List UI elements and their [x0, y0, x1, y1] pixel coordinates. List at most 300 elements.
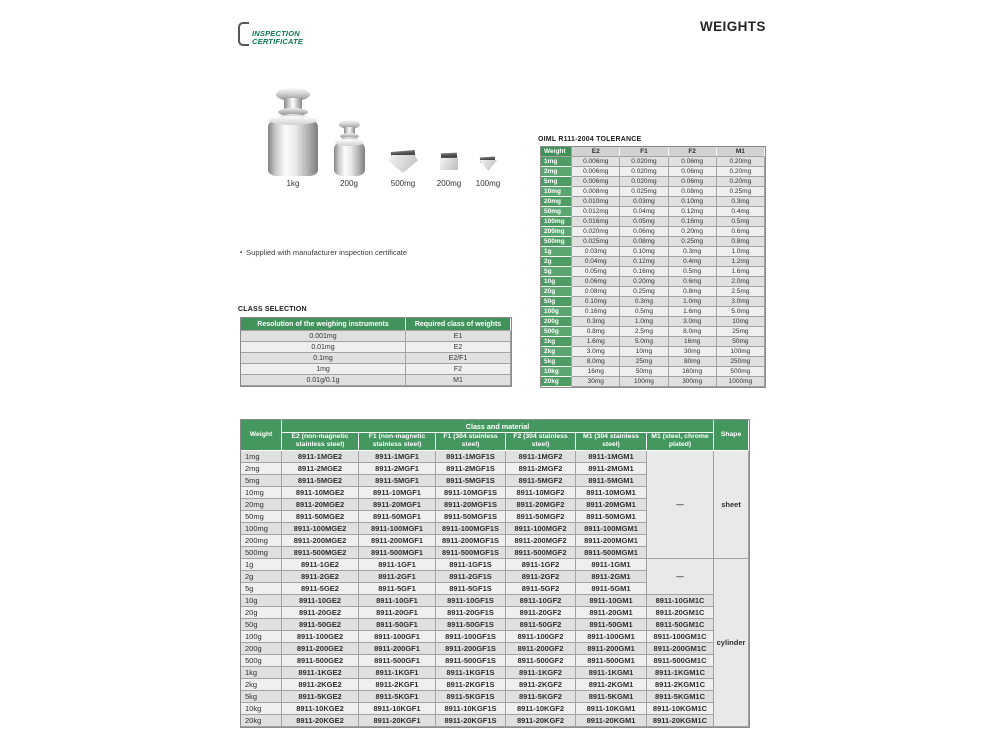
table-cell: 1.6mg [717, 267, 765, 277]
table-row [541, 377, 765, 387]
column-header: M1 [717, 147, 765, 157]
part-number-cell: 8911-2KGM1C [647, 679, 714, 691]
table-row [241, 364, 511, 375]
part-number-cell: 8911-2GF1S [436, 571, 506, 583]
table-cell: 0.10mg [620, 247, 668, 257]
table-row [241, 631, 749, 643]
part-number-cell: 8911-20MGF2 [506, 499, 576, 511]
part-number-cell: 8911-20GE2 [282, 607, 359, 619]
table-row [241, 655, 749, 667]
weight-cell: 1mg [541, 157, 572, 167]
part-number-cell: 8911-100MGF1 [359, 523, 436, 535]
part-number-cell: 8911-5MGF2 [506, 475, 576, 487]
part-number-cell: 8911-1KGF1 [359, 667, 436, 679]
part-number-cell: 8911-10KGM1 [576, 703, 647, 715]
table-cell: 0.10mg [572, 297, 620, 307]
table-row [541, 227, 765, 237]
table-cell: 0.020mg [620, 157, 668, 167]
weights-figure [238, 86, 548, 192]
part-number-cell: 8911-1KGF1S [436, 667, 506, 679]
part-number-cell: 8911-200GF2 [506, 643, 576, 655]
part-number-cell: 8911-20KGE2 [282, 715, 359, 727]
class-selection-title: CLASS SELECTION [238, 306, 307, 313]
part-number-cell: 8911-1MGF1 [359, 451, 436, 463]
table-row [541, 287, 765, 297]
weight-cell: 2kg [241, 679, 282, 691]
table-row [241, 667, 749, 679]
page-title: WEIGHTS [700, 19, 766, 34]
part-number-cell: 8911-1GE2 [282, 559, 359, 571]
not-available-cell: — [647, 559, 714, 595]
part-number-cell: 8911-20MGE2 [282, 499, 359, 511]
part-number-cell: 8911-2GE2 [282, 571, 359, 583]
table-row [541, 337, 765, 347]
sheet-face [440, 158, 458, 170]
part-number-cell: 8911-2MGF1S [436, 463, 506, 475]
column-header: M1 (304 stainless steel) [576, 433, 647, 451]
table-row [541, 317, 765, 327]
part-number-cell: 8911-500MGM1 [576, 547, 647, 559]
weight-cell: 500g [241, 655, 282, 667]
table-cell: 30mg [669, 347, 717, 357]
table-row [541, 327, 765, 337]
table-cell: 2.5mg [717, 287, 765, 297]
part-number-cell: 8911-10MGF1 [359, 487, 436, 499]
table-cell: 100mg [717, 347, 765, 357]
weight-cell: 200mg [241, 535, 282, 547]
table-row [541, 297, 765, 307]
table-row [541, 247, 765, 257]
part-number-cell: 8911-20KGF2 [506, 715, 576, 727]
table-cell: 3.0mg [669, 317, 717, 327]
bullet-icon: ▪ [240, 250, 243, 256]
part-number-cell: 8911-2MGF1 [359, 463, 436, 475]
weight-image-1kg [268, 88, 318, 176]
weight-cell: 20g [541, 287, 572, 297]
part-number-cell: 8911-50GF1 [359, 619, 436, 631]
part-number-cell: 8911-20KGM1 [576, 715, 647, 727]
part-number-cell: 8911-5MGM1 [576, 475, 647, 487]
part-number-cell: 8911-1MGM1 [576, 451, 647, 463]
table-cell: 0.16mg [669, 217, 717, 227]
table-row [541, 217, 765, 227]
table-cell: 0.05mg [620, 217, 668, 227]
table-cell: 0.020mg [572, 227, 620, 237]
part-number-cell: 8911-200GM1C [647, 643, 714, 655]
weight-cell: 50mg [241, 511, 282, 523]
table-cell: 0.03mg [572, 247, 620, 257]
table-cell: 16mg [669, 337, 717, 347]
weight-cell: 5kg [241, 691, 282, 703]
part-number-cell: 8911-10MGE2 [282, 487, 359, 499]
column-header: F2 (304 stainless steel) [506, 433, 576, 451]
table-cell: 25mg [620, 357, 668, 367]
table-cell: 0.006mg [572, 177, 620, 187]
table-cell: 0.08mg [572, 287, 620, 297]
sheet-face [479, 160, 497, 171]
part-number-cell: 8911-10KGF1 [359, 703, 436, 715]
table-cell: 0.16mg [572, 307, 620, 317]
column-header: F2 [669, 147, 717, 157]
table-row [541, 367, 765, 377]
weight-cell: 10g [241, 595, 282, 607]
part-number-cell: 8911-20KGF1 [359, 715, 436, 727]
part-number-cell: 8911-100GF1 [359, 631, 436, 643]
table-cell: 300mg [669, 377, 717, 387]
part-number-cell: 8911-5GM1 [576, 583, 647, 595]
table-cell: 0.3mg [669, 247, 717, 257]
column-header: Required class of weights [406, 318, 511, 331]
table-cell: 10mg [717, 317, 765, 327]
column-header: F1 [620, 147, 668, 157]
table-cell: 0.4mg [669, 257, 717, 267]
part-number-cell: 8911-20MGF1S [436, 499, 506, 511]
part-number-cell: 8911-1KGF2 [506, 667, 576, 679]
weight-cell: 500mg [241, 547, 282, 559]
part-number-cell: 8911-50GM1 [576, 619, 647, 631]
column-header: F1 (304 stainless steel) [436, 433, 506, 451]
table-cell: 0.06mg [669, 157, 717, 167]
weight-cell: 1kg [241, 667, 282, 679]
class-material-table [240, 419, 750, 728]
part-number-cell: 8911-20GM1C [647, 607, 714, 619]
weight-cell: 5mg [541, 177, 572, 187]
weight-body [268, 119, 318, 176]
table-cell: 0.4mg [717, 207, 765, 217]
table-cell: 1.0mg [717, 247, 765, 257]
table-cell: 0.05mg [572, 267, 620, 277]
table-cell: 0.10mg [669, 197, 717, 207]
weight-cell: 20kg [241, 715, 282, 727]
part-number-cell: 8911-5KGF1S [436, 691, 506, 703]
weight-body [334, 141, 365, 176]
part-number-cell: 8911-200MGM1 [576, 535, 647, 547]
part-number-cell: 8911-2KGE2 [282, 679, 359, 691]
part-number-cell: 8911-500GM1 [576, 655, 647, 667]
weight-cell: 10g [541, 277, 572, 287]
part-number-cell: 8911-5KGE2 [282, 691, 359, 703]
table-cell: 1.0mg [669, 297, 717, 307]
table-cell: 0.5mg [620, 307, 668, 317]
table-cell: 0.04mg [572, 257, 620, 267]
table-cell: 0.6mg [669, 277, 717, 287]
tolerance-table-title: OIML R111-2004 TOLERANCE [538, 136, 642, 143]
table-row [241, 595, 749, 607]
column-header: E2 (non-magnetic stainless steel) [282, 433, 359, 451]
part-number-cell: 8911-5MGE2 [282, 475, 359, 487]
weight-cell: 1kg [541, 337, 572, 347]
weight-label-500mg: 500mg [390, 179, 416, 188]
table-cell: 0.25mg [669, 237, 717, 247]
part-number-cell: 8911-1GF1S [436, 559, 506, 571]
weight-cell: 2g [241, 571, 282, 583]
part-number-cell: 8911-500GE2 [282, 655, 359, 667]
class-selection-table [240, 317, 512, 387]
part-number-cell: 8911-1GF2 [506, 559, 576, 571]
weight-cell: 200mg [541, 227, 572, 237]
table-row [241, 643, 749, 655]
weight-cell: 200g [241, 643, 282, 655]
table-row [241, 559, 749, 571]
table-cell: 0.01mg [241, 342, 406, 353]
weight-cell: 1g [541, 247, 572, 257]
table-cell: 0.20mg [620, 277, 668, 287]
part-number-cell: 8911-100GM1C [647, 631, 714, 643]
part-number-cell: 8911-1GM1 [576, 559, 647, 571]
weight-label-200g: 200g [340, 179, 358, 188]
table-cell: 0.006mg [572, 167, 620, 177]
table-cell: 0.5mg [669, 267, 717, 277]
column-header: Resolution of the weighing instruments [241, 318, 406, 331]
weight-label-1kg: 1kg [286, 179, 300, 188]
weight-body-top [335, 139, 364, 146]
table-row [541, 357, 765, 367]
part-number-cell: 8911-2GF1 [359, 571, 436, 583]
weight-cell: 2g [541, 257, 572, 267]
table-cell: 5.0mg [620, 337, 668, 347]
table-row [241, 342, 511, 353]
part-number-cell: 8911-50MGE2 [282, 511, 359, 523]
part-number-cell: 8911-100MGF2 [506, 523, 576, 535]
part-number-cell: 8911-10KGE2 [282, 703, 359, 715]
table-row [241, 607, 749, 619]
table-cell: 25mg [717, 327, 765, 337]
part-number-cell: 8911-100MGE2 [282, 523, 359, 535]
weight-label-200mg: 200mg [436, 179, 462, 188]
table-cell: 0.012mg [572, 207, 620, 217]
part-number-cell: 8911-50MGF2 [506, 511, 576, 523]
part-number-cell: 8911-200MGE2 [282, 535, 359, 547]
part-number-cell: 8911-200MGF2 [506, 535, 576, 547]
part-number-cell: 8911-100MGF1S [436, 523, 506, 535]
part-number-cell: 8911-1MGF1S [436, 451, 506, 463]
part-number-cell: 8911-50MGM1 [576, 511, 647, 523]
part-number-cell: 8911-2MGF2 [506, 463, 576, 475]
table-cell: 0.06mg [620, 227, 668, 237]
table-cell: 3.0mg [717, 297, 765, 307]
weight-cell: 2kg [541, 347, 572, 357]
column-header: M1 (steel, chrome plated) [647, 433, 714, 451]
part-number-cell: 8911-200GF1 [359, 643, 436, 655]
table-cell: F2 [406, 364, 511, 375]
weight-body-top [269, 116, 317, 125]
table-cell: 250mg [717, 357, 765, 367]
part-number-cell: 8911-100GM1 [576, 631, 647, 643]
table-cell: 0.25mg [717, 187, 765, 197]
part-number-cell: 8911-200GM1 [576, 643, 647, 655]
table-cell: 8.0mg [669, 327, 717, 337]
weight-cell: 200g [541, 317, 572, 327]
part-number-cell: 8911-5KGF2 [506, 691, 576, 703]
part-number-cell: 8911-2MGM1 [576, 463, 647, 475]
part-number-cell: 8911-5GF1 [359, 583, 436, 595]
certificate-note-text: Supplied with manufacturer inspection certificate [246, 248, 408, 257]
part-number-cell: 8911-5MGF1S [436, 475, 506, 487]
part-number-cell: 8911-50MGF1 [359, 511, 436, 523]
table-row [541, 177, 765, 187]
table-cell: 0.04mg [620, 207, 668, 217]
part-number-cell: 8911-50MGF1S [436, 511, 506, 523]
table-row [241, 331, 511, 342]
table-row [541, 207, 765, 217]
weight-cell: 10kg [241, 703, 282, 715]
part-number-cell: 8911-1MGF2 [506, 451, 576, 463]
table-cell: 80mg [669, 357, 717, 367]
part-number-cell: 8911-1KGM1C [647, 667, 714, 679]
shape-cell: cylinder [714, 559, 749, 727]
part-number-cell: 8911-500GF1 [359, 655, 436, 667]
column-header: E2 [572, 147, 620, 157]
table-cell: 0.6mg [717, 227, 765, 237]
table-cell: 0.006mg [572, 157, 620, 167]
certificate-note [240, 248, 407, 257]
table-cell: 0.016mg [572, 217, 620, 227]
table-cell: 10mg [620, 347, 668, 357]
table-cell: 100mg [620, 377, 668, 387]
part-number-cell: 8911-5MGF1 [359, 475, 436, 487]
weight-cell: 2mg [541, 167, 572, 177]
part-number-cell: 8911-1MGE2 [282, 451, 359, 463]
part-number-cell: 8911-500MGF1 [359, 547, 436, 559]
part-number-cell: 8911-5GF2 [506, 583, 576, 595]
sheet-face [388, 155, 418, 173]
table-cell: 0.08mg [620, 237, 668, 247]
part-number-cell: 8911-200GE2 [282, 643, 359, 655]
table-header-row [241, 420, 749, 433]
part-number-cell: 8911-10MGF2 [506, 487, 576, 499]
table-subheader-row [241, 433, 749, 451]
table-cell: 0.1mg [241, 353, 406, 364]
weight-cell: 1mg [241, 451, 282, 463]
table-cell: 0.025mg [620, 187, 668, 197]
table-cell: 1mg [241, 364, 406, 375]
part-number-cell: 8911-500MGF1S [436, 547, 506, 559]
weight-cell: 5mg [241, 475, 282, 487]
table-row [541, 307, 765, 317]
part-number-cell: 8911-10GM1C [647, 595, 714, 607]
part-number-cell: 8911-20GF2 [506, 607, 576, 619]
table-header-row [541, 147, 765, 157]
table-cell: M1 [406, 375, 511, 386]
table-row [241, 703, 749, 715]
column-header: F1 (non-magnetic stainless steel) [359, 433, 436, 451]
table-cell: 0.8mg [572, 327, 620, 337]
table-cell: 1.0mg [620, 317, 668, 327]
table-cell: 1000mg [717, 377, 765, 387]
table-cell: 0.20mg [717, 157, 765, 167]
part-number-cell: 8911-5KGM1 [576, 691, 647, 703]
table-cell: 50mg [717, 337, 765, 347]
part-number-cell: 8911-10KGM1C [647, 703, 714, 715]
table-cell: 0.06mg [669, 177, 717, 187]
weight-image-200mg [440, 153, 459, 170]
part-number-cell: 8911-1GF1 [359, 559, 436, 571]
table-cell: 2.5mg [620, 327, 668, 337]
weight-image-200g [334, 120, 365, 176]
table-cell: 1.6mg [669, 307, 717, 317]
table-cell: E2/F1 [406, 353, 511, 364]
part-number-cell: 8911-200GF1S [436, 643, 506, 655]
table-cell: 30mg [572, 377, 620, 387]
table-row [241, 375, 511, 386]
part-number-cell: 8911-500MGE2 [282, 547, 359, 559]
part-number-cell: 8911-10GF2 [506, 595, 576, 607]
table-cell: 2.0mg [717, 277, 765, 287]
part-number-cell: 8911-200MGF1S [436, 535, 506, 547]
table-cell: 0.3mg [572, 317, 620, 327]
table-cell: 50mg [620, 367, 668, 377]
weight-cell: 100mg [241, 523, 282, 535]
table-cell: 0.06mg [669, 167, 717, 177]
logo-text [252, 30, 303, 45]
part-number-cell: 8911-20MGF1 [359, 499, 436, 511]
part-number-cell: 8911-5GE2 [282, 583, 359, 595]
part-number-cell: 8911-500GM1C [647, 655, 714, 667]
table-cell: 0.8mg [717, 237, 765, 247]
part-number-cell: 8911-1KGE2 [282, 667, 359, 679]
table-cell: 0.010mg [572, 197, 620, 207]
part-number-cell: 8911-10GF1S [436, 595, 506, 607]
table-cell: 16mg [572, 367, 620, 377]
weight-cell: 50g [241, 619, 282, 631]
weight-cell: 100g [241, 631, 282, 643]
table-cell: 0.12mg [620, 257, 668, 267]
table-cell: 0.025mg [572, 237, 620, 247]
part-number-cell: 8911-2KGM1 [576, 679, 647, 691]
weight-image-100mg [478, 156, 498, 171]
weight-cell: 5g [541, 267, 572, 277]
part-number-cell: 8911-2KGF1 [359, 679, 436, 691]
part-number-cell: 8911-50GF2 [506, 619, 576, 631]
weight-cell: 500g [541, 327, 572, 337]
table-cell: 0.001mg [241, 331, 406, 342]
weight-cell: 10mg [541, 187, 572, 197]
part-number-cell: 8911-20KGF1S [436, 715, 506, 727]
part-number-cell: 8911-2GF2 [506, 571, 576, 583]
weight-cell: 10kg [541, 367, 572, 377]
table-row [241, 715, 749, 727]
part-number-cell: 8911-5KGM1C [647, 691, 714, 703]
part-number-cell: 8911-2MGE2 [282, 463, 359, 475]
table-row [541, 167, 765, 177]
table-cell: 0.12mg [669, 207, 717, 217]
part-number-cell: 8911-50GF1S [436, 619, 506, 631]
part-number-cell: 8911-500GF1S [436, 655, 506, 667]
table-cell: 3.0mg [572, 347, 620, 357]
part-number-cell: 8911-20GF1S [436, 607, 506, 619]
table-cell: 0.08mg [669, 187, 717, 197]
table-row [241, 353, 511, 364]
table-cell: 0.03mg [620, 197, 668, 207]
not-available-cell: — [647, 451, 714, 559]
table-cell: 160mg [669, 367, 717, 377]
weight-cell: 50mg [541, 207, 572, 217]
table-cell: 5.0mg [717, 307, 765, 317]
part-number-cell: 8911-2KGF2 [506, 679, 576, 691]
column-header-weight: Weight [241, 420, 282, 451]
table-cell: 0.06mg [572, 277, 620, 287]
weight-cell: 500mg [541, 237, 572, 247]
inspection-certificate-logo [238, 22, 328, 50]
table-cell: 500mg [717, 367, 765, 377]
table-cell: 0.3mg [717, 197, 765, 207]
weight-cell: 10mg [241, 487, 282, 499]
weight-cell: 20kg [541, 377, 572, 387]
part-number-cell: 8911-10GM1 [576, 595, 647, 607]
weight-label-100mg: 100mg [475, 179, 501, 188]
weight-cell: 50g [541, 297, 572, 307]
table-cell: 0.25mg [620, 287, 668, 297]
